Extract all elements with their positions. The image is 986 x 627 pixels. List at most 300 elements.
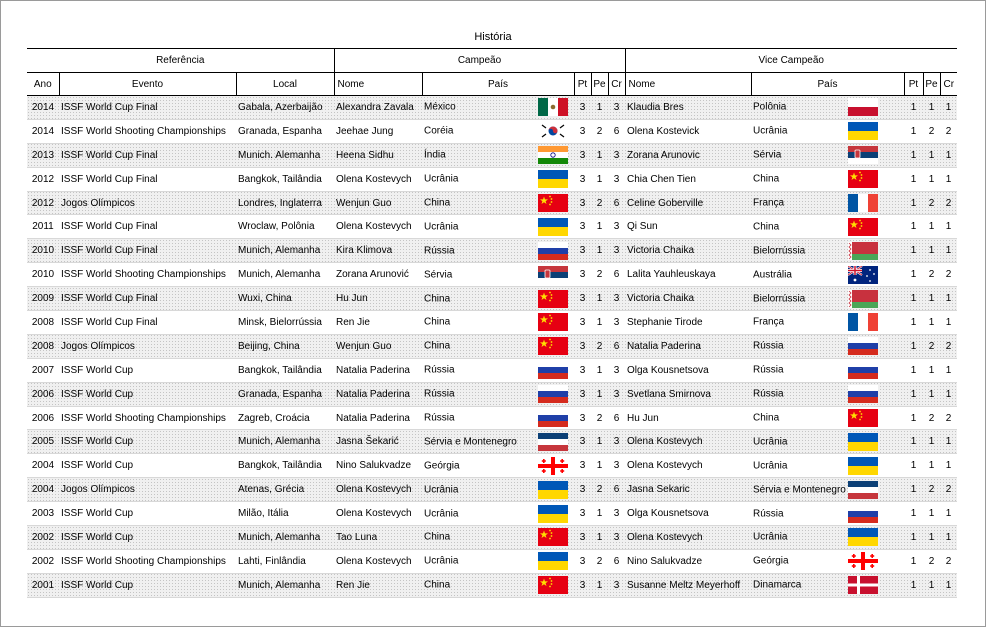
cell-ano: 2012 <box>27 191 59 215</box>
cell-cr: 6 <box>608 406 625 430</box>
cell-nome: Nino Salukvadze <box>334 454 422 478</box>
cell-ano: 2003 <box>27 502 59 526</box>
cell-pais <box>422 382 574 406</box>
cell-pais-label: Ucrânia <box>424 508 459 520</box>
cell-pais <box>422 191 574 215</box>
cell-vice-cr: 1 <box>940 502 957 526</box>
cell-evento: ISSF World Cup <box>59 430 236 454</box>
cell-pais <box>422 143 574 167</box>
belarus-flag-icon <box>848 242 878 260</box>
cell-vice-pais-label: Bielorrússia <box>753 293 806 305</box>
cell-pais <box>422 287 574 311</box>
cell-evento: ISSF World Cup Final <box>59 239 236 263</box>
cell-pt: 3 <box>574 119 591 143</box>
table-row <box>27 119 957 143</box>
cell-vice-cr: 1 <box>940 143 957 167</box>
cell-evento: Jogos Olímpicos <box>59 334 236 358</box>
cell-pais <box>422 334 574 358</box>
cell-vice-pais-label: Ucrânia <box>753 531 788 543</box>
table-row <box>27 263 957 287</box>
cell-vice-pais-label: Sérvia e Montenegro <box>753 484 846 496</box>
cell-vice-nome: Lalita Yauhleuskaya <box>625 263 751 287</box>
cell-cr: 3 <box>608 382 625 406</box>
cell-vice-cr: 2 <box>940 406 957 430</box>
cell-pt: 3 <box>574 239 591 263</box>
col-nome: Nome <box>334 73 422 96</box>
cell-vice-cr: 2 <box>940 119 957 143</box>
cell-vice-pe: 2 <box>923 119 940 143</box>
cell-pe: 1 <box>591 311 608 335</box>
mexico-flag-icon <box>538 98 568 116</box>
cell-evento: ISSF World Shooting Championships <box>59 119 236 143</box>
cell-local: Atenas, Grécia <box>236 478 334 502</box>
cell-local: Minsk, Bielorrússia <box>236 311 334 335</box>
cell-pais-label: Sérvia <box>424 269 453 281</box>
cell-vice-pt: 1 <box>904 573 923 597</box>
cell-vice-nome: Victoria Chaika <box>625 239 751 263</box>
page-title: História <box>474 31 512 43</box>
cell-pais <box>422 311 574 335</box>
cell-vice-pais <box>751 96 904 120</box>
china-flag-icon <box>848 218 878 236</box>
cell-pe: 2 <box>591 263 608 287</box>
col-local: Local <box>236 73 334 96</box>
cell-pais-label: Geórgia <box>424 460 460 472</box>
cell-vice-pt: 1 <box>904 311 923 335</box>
cell-vice-pais-label: Austrália <box>753 269 792 281</box>
cell-pe: 2 <box>591 191 608 215</box>
cell-vice-pt: 1 <box>904 382 923 406</box>
cell-vice-pais-label: China <box>753 221 780 233</box>
cell-vice-nome: Olga Kousnetsova <box>625 358 751 382</box>
cell-vice-pt: 1 <box>904 358 923 382</box>
cell-pe: 2 <box>591 119 608 143</box>
cell-pais <box>422 502 574 526</box>
cell-local: Granada, Espanha <box>236 119 334 143</box>
cell-cr: 3 <box>608 215 625 239</box>
cell-vice-nome: Olena Kostevych <box>625 454 751 478</box>
table-row <box>27 549 957 573</box>
ukraine-flag-icon <box>848 457 878 475</box>
cell-pt: 3 <box>574 334 591 358</box>
cell-cr: 6 <box>608 263 625 287</box>
cell-local: Wroclaw, Polônia <box>236 215 334 239</box>
cell-vice-pt: 1 <box>904 549 923 573</box>
table-row <box>27 430 957 454</box>
cell-vice-pais-label: Bielorrússia <box>753 245 806 257</box>
cell-vice-cr: 1 <box>940 454 957 478</box>
cell-vice-nome: Qi Sun <box>625 215 751 239</box>
cell-vice-pais-label: Ucrânia <box>753 436 788 448</box>
col-ano: Ano <box>27 73 59 96</box>
cell-vice-cr: 1 <box>940 215 957 239</box>
cell-evento: ISSF World Cup Final <box>59 311 236 335</box>
table-row <box>27 167 957 191</box>
serbia-flag-icon <box>848 146 878 164</box>
cell-pais-label: México <box>424 101 456 113</box>
table-row <box>27 358 957 382</box>
cell-local: Wuxi, China <box>236 287 334 311</box>
cell-vice-pe: 1 <box>923 454 940 478</box>
cell-ano: 2012 <box>27 167 59 191</box>
russia-flag-icon <box>538 385 568 403</box>
cell-vice-pais <box>751 119 904 143</box>
serbia-montenegro-flag-icon <box>538 433 568 451</box>
china-flag-icon <box>538 313 568 331</box>
cell-vice-pt: 1 <box>904 143 923 167</box>
cell-ano: 2010 <box>27 263 59 287</box>
cell-vice-cr: 2 <box>940 334 957 358</box>
cell-local: Bangkok, Tailândia <box>236 358 334 382</box>
cell-vice-pe: 1 <box>923 215 940 239</box>
denmark-flag-icon <box>848 576 878 594</box>
cell-nome: Natalia Paderina <box>334 358 422 382</box>
china-flag-icon <box>538 194 568 212</box>
col-cr: Cr <box>608 73 625 96</box>
cell-local: Bangkok, Tailândia <box>236 167 334 191</box>
table-row <box>27 143 957 167</box>
cell-vice-pe: 1 <box>923 239 940 263</box>
table-row <box>27 239 957 263</box>
cell-pais <box>422 215 574 239</box>
cell-nome: Wenjun Guo <box>334 334 422 358</box>
cell-vice-pais-label: França <box>753 197 785 209</box>
cell-vice-pe: 1 <box>923 167 940 191</box>
china-flag-icon <box>538 528 568 546</box>
cell-vice-cr: 2 <box>940 191 957 215</box>
cell-vice-pais-label: Geórgia <box>753 555 789 567</box>
china-flag-icon <box>538 290 568 308</box>
cell-cr: 6 <box>608 478 625 502</box>
cell-vice-pais-label: Polônia <box>753 101 787 113</box>
cell-evento: ISSF World Cup Final <box>59 96 236 120</box>
cell-pais-label: China <box>424 197 451 209</box>
cell-pt: 3 <box>574 573 591 597</box>
cell-vice-pais-label: Rússia <box>753 340 784 352</box>
cell-nome: Alexandra Zavala <box>334 96 422 120</box>
cell-cr: 3 <box>608 311 625 335</box>
col-pt: Pt <box>574 73 591 96</box>
cell-vice-nome: Chia Chen Tien <box>625 167 751 191</box>
cell-vice-nome: Klaudia Bres <box>625 96 751 120</box>
cell-pe: 1 <box>591 358 608 382</box>
cell-vice-cr: 1 <box>940 358 957 382</box>
cell-pais-label: Ucrânia <box>424 555 459 567</box>
cell-pais <box>422 167 574 191</box>
col-pe: Pe <box>591 73 608 96</box>
cell-vice-cr: 1 <box>940 167 957 191</box>
cell-vice-pais <box>751 549 904 573</box>
cell-vice-pais <box>751 215 904 239</box>
col-pais: País <box>422 73 574 96</box>
cell-pais-label: Rússia <box>424 364 455 376</box>
cell-vice-nome: Susanne Meltz Meyerhoff <box>625 573 751 597</box>
cell-vice-pe: 1 <box>923 526 940 550</box>
cell-pais <box>422 239 574 263</box>
china-flag-icon <box>538 337 568 355</box>
cell-local: Bangkok, Tailândia <box>236 454 334 478</box>
china-flag-icon <box>848 170 878 188</box>
cell-pais <box>422 430 574 454</box>
cell-vice-pt: 1 <box>904 406 923 430</box>
cell-cr: 3 <box>608 167 625 191</box>
cell-pt: 3 <box>574 215 591 239</box>
cell-ano: 2007 <box>27 358 59 382</box>
cell-vice-nome: Olena Kostevych <box>625 430 751 454</box>
cell-vice-nome: Zorana Arunovic <box>625 143 751 167</box>
cell-ano: 2013 <box>27 143 59 167</box>
table-row <box>27 311 957 335</box>
cell-vice-pais <box>751 478 904 502</box>
cell-vice-pt: 1 <box>904 191 923 215</box>
ukraine-flag-icon <box>848 122 878 140</box>
cell-vice-pais <box>751 239 904 263</box>
cell-pe: 2 <box>591 478 608 502</box>
cell-evento: ISSF World Cup Final <box>59 167 236 191</box>
cell-pais <box>422 454 574 478</box>
table-row <box>27 191 957 215</box>
cell-vice-nome: Victoria Chaika <box>625 287 751 311</box>
cell-local: Munich. Alemanha <box>236 143 334 167</box>
cell-vice-pais <box>751 334 904 358</box>
cell-vice-pe: 1 <box>923 573 940 597</box>
cell-vice-pais <box>751 191 904 215</box>
cell-nome: Olena Kostevych <box>334 502 422 526</box>
cell-pais <box>422 549 574 573</box>
cell-pe: 1 <box>591 287 608 311</box>
cell-vice-pais <box>751 143 904 167</box>
history-table <box>27 48 957 598</box>
cell-vice-pt: 1 <box>904 119 923 143</box>
cell-evento: ISSF World Cup Final <box>59 143 236 167</box>
col-vice-nome: Nome <box>625 73 751 96</box>
cell-pe: 1 <box>591 454 608 478</box>
ukraine-flag-icon <box>538 552 568 570</box>
cell-vice-pais <box>751 287 904 311</box>
cell-evento: ISSF World Cup <box>59 382 236 406</box>
cell-nome: Jeehae Jung <box>334 119 422 143</box>
cell-pe: 1 <box>591 143 608 167</box>
cell-cr: 3 <box>608 143 625 167</box>
cell-pt: 3 <box>574 502 591 526</box>
cell-local: Gabala, Azerbaijão <box>236 96 334 120</box>
cell-vice-pais-label: Rússia <box>753 388 784 400</box>
cell-vice-pt: 1 <box>904 478 923 502</box>
cell-ano: 2011 <box>27 215 59 239</box>
cell-nome: Jasna Šekarić <box>334 430 422 454</box>
cell-cr: 3 <box>608 96 625 120</box>
table-row <box>27 406 957 430</box>
cell-vice-cr: 2 <box>940 478 957 502</box>
cell-ano: 2006 <box>27 382 59 406</box>
cell-vice-pe: 2 <box>923 406 940 430</box>
cell-evento: ISSF World Cup <box>59 502 236 526</box>
cell-vice-pais <box>751 454 904 478</box>
ukraine-flag-icon <box>538 481 568 499</box>
cell-vice-pe: 2 <box>923 478 940 502</box>
cell-evento: ISSF World Cup Final <box>59 287 236 311</box>
cell-vice-pais <box>751 382 904 406</box>
cell-evento: ISSF World Shooting Championships <box>59 549 236 573</box>
cell-pais-label: Ucrânia <box>424 221 459 233</box>
cell-pais-label: Ucrânia <box>424 173 459 185</box>
cell-cr: 3 <box>608 454 625 478</box>
cell-evento: ISSF World Shooting Championships <box>59 406 236 430</box>
cell-cr: 3 <box>608 358 625 382</box>
cell-pais <box>422 358 574 382</box>
cell-pe: 1 <box>591 502 608 526</box>
cell-vice-pe: 1 <box>923 358 940 382</box>
cell-vice-nome: Jasna Sekaric <box>625 478 751 502</box>
cell-local: Milão, Itália <box>236 502 334 526</box>
table-row <box>27 502 957 526</box>
cell-cr: 3 <box>608 573 625 597</box>
cell-vice-cr: 1 <box>940 311 957 335</box>
cell-pt: 3 <box>574 430 591 454</box>
group-vice-campeao: Vice Campeão <box>625 49 957 73</box>
india-flag-icon <box>538 146 568 164</box>
cell-vice-pe: 1 <box>923 143 940 167</box>
serbia-flag-icon <box>538 266 568 284</box>
cell-local: Londres, Inglaterra <box>236 191 334 215</box>
cell-pt: 3 <box>574 526 591 550</box>
cell-evento: ISSF World Cup Final <box>59 215 236 239</box>
cell-pais-label: China <box>424 316 451 328</box>
cell-pais <box>422 478 574 502</box>
cell-vice-nome: Celine Goberville <box>625 191 751 215</box>
cell-vice-pais <box>751 573 904 597</box>
ukraine-flag-icon <box>538 505 568 523</box>
cell-nome: Heena Sidhu <box>334 143 422 167</box>
table-row <box>27 573 957 597</box>
russia-flag-icon <box>538 242 568 260</box>
cell-cr: 6 <box>608 191 625 215</box>
cell-vice-pe: 2 <box>923 263 940 287</box>
cell-vice-pais-label: Rússia <box>753 508 784 520</box>
cell-vice-nome: Stephanie Tirode <box>625 311 751 335</box>
cell-vice-cr: 2 <box>940 263 957 287</box>
cell-cr: 6 <box>608 334 625 358</box>
cell-pt: 3 <box>574 406 591 430</box>
cell-pais-label: Ucrânia <box>424 484 459 496</box>
france-flag-icon <box>848 313 878 331</box>
cell-pais-label: Rússia <box>424 388 455 400</box>
cell-pt: 3 <box>574 382 591 406</box>
cell-evento: Jogos Olímpicos <box>59 478 236 502</box>
cell-nome: Olena Kostevych <box>334 215 422 239</box>
cell-nome: Kira Klimova <box>334 239 422 263</box>
cell-pais-label: Rússia <box>424 245 455 257</box>
cell-vice-pt: 1 <box>904 526 923 550</box>
table-row <box>27 382 957 406</box>
cell-ano: 2002 <box>27 526 59 550</box>
cell-pais-label: China <box>424 340 451 352</box>
cell-cr: 6 <box>608 119 625 143</box>
cell-vice-pais <box>751 526 904 550</box>
cell-pt: 3 <box>574 287 591 311</box>
cell-vice-pais <box>751 263 904 287</box>
cell-cr: 3 <box>608 430 625 454</box>
column-header-row <box>27 73 957 96</box>
cell-evento: ISSF World Cup <box>59 454 236 478</box>
cell-vice-cr: 1 <box>940 430 957 454</box>
cell-ano: 2006 <box>27 406 59 430</box>
cell-pais-label: China <box>424 293 451 305</box>
cell-nome: Ren Jie <box>334 311 422 335</box>
cell-vice-pe: 2 <box>923 549 940 573</box>
cell-local: Granada, Espanha <box>236 382 334 406</box>
cell-cr: 3 <box>608 502 625 526</box>
cell-vice-pe: 1 <box>923 311 940 335</box>
cell-vice-pais-label: Sérvia <box>753 149 782 161</box>
cell-pais-label: Índia <box>424 149 446 161</box>
cell-evento: ISSF World Cup <box>59 526 236 550</box>
group-referencia: Referência <box>27 49 334 73</box>
cell-vice-nome: Olga Kousnetsova <box>625 502 751 526</box>
cell-vice-nome: Olena Kostevych <box>625 526 751 550</box>
cell-pais <box>422 406 574 430</box>
cell-pt: 3 <box>574 549 591 573</box>
ukraine-flag-icon <box>848 433 878 451</box>
cell-pt: 3 <box>574 167 591 191</box>
cell-ano: 2004 <box>27 478 59 502</box>
cell-ano: 2008 <box>27 334 59 358</box>
russia-flag-icon <box>848 385 878 403</box>
cell-vice-pais <box>751 502 904 526</box>
cell-vice-pe: 1 <box>923 287 940 311</box>
cell-pais <box>422 526 574 550</box>
cell-vice-pt: 1 <box>904 215 923 239</box>
group-campeao: Campeão <box>334 49 625 73</box>
cell-vice-pais <box>751 167 904 191</box>
cell-nome: Wenjun Guo <box>334 191 422 215</box>
cell-nome: Tao Luna <box>334 526 422 550</box>
cell-pais-label: Rússia <box>424 412 455 424</box>
cell-pais-label: Sérvia e Montenegro <box>424 436 517 448</box>
cell-evento: Jogos Olímpicos <box>59 191 236 215</box>
cell-pe: 2 <box>591 406 608 430</box>
table-row <box>27 287 957 311</box>
col-vice-cr: Cr <box>940 73 957 96</box>
cell-evento: ISSF World Cup <box>59 573 236 597</box>
cell-nome: Olena Kostevych <box>334 478 422 502</box>
cell-vice-pais-label: França <box>753 316 785 328</box>
col-vice-pt: Pt <box>904 73 923 96</box>
cell-vice-pe: 1 <box>923 430 940 454</box>
cell-vice-pais <box>751 406 904 430</box>
cell-vice-pt: 1 <box>904 430 923 454</box>
cell-local: Munich, Alemanha <box>236 573 334 597</box>
cell-vice-pt: 1 <box>904 454 923 478</box>
cell-local: Munich, Alemanha <box>236 526 334 550</box>
cell-vice-nome: Natalia Paderina <box>625 334 751 358</box>
cell-vice-pt: 1 <box>904 334 923 358</box>
cell-nome: Olena Kostevych <box>334 549 422 573</box>
cell-ano: 2010 <box>27 239 59 263</box>
china-flag-icon <box>848 409 878 427</box>
cell-cr: 6 <box>608 549 625 573</box>
cell-pe: 2 <box>591 334 608 358</box>
cell-ano: 2008 <box>27 311 59 335</box>
cell-evento: ISSF World Shooting Championships <box>59 263 236 287</box>
cell-vice-pais <box>751 311 904 335</box>
ukraine-flag-icon <box>538 170 568 188</box>
cell-local: Lahti, Finlândia <box>236 549 334 573</box>
cell-vice-nome: Nino Salukvadze <box>625 549 751 573</box>
cell-vice-cr: 1 <box>940 96 957 120</box>
table-row <box>27 478 957 502</box>
cell-pe: 1 <box>591 382 608 406</box>
